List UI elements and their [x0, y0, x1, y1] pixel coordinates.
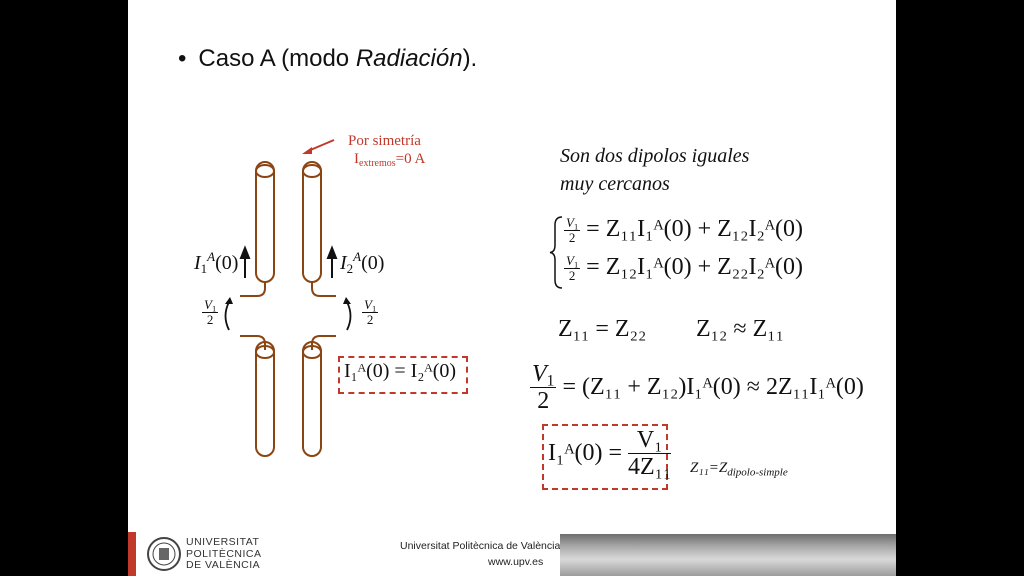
- university-seal-icon: [146, 536, 182, 572]
- title-italic: Radiación: [355, 45, 463, 72]
- impedance-eq2: Z₁₂ ≈ Z₁₁: [696, 316, 784, 342]
- statement-line2: muy cercanos: [560, 173, 670, 195]
- right-lower-arm: [303, 342, 321, 456]
- left-current-arrowhead: [241, 248, 249, 258]
- right-current-arrowhead: [328, 248, 336, 258]
- left-current-label: $I_1^A(0)$: [194, 249, 239, 276]
- symmetry-note-line1: Por simetría: [348, 133, 421, 149]
- university-logo-text: UNIVERSITAT POLITÈCNICA DE VALÈNCIA: [186, 536, 262, 571]
- left-upper-cap: [256, 165, 274, 177]
- left-voltage-label: $\frac{V_1}{2}$: [204, 297, 217, 327]
- system-brace: [548, 215, 564, 290]
- right-upper-arm: [303, 162, 321, 282]
- left-upper-arm: [256, 162, 274, 282]
- right-voltage-label: $\frac{V_1}{2}$: [364, 297, 377, 327]
- left-voltage-arrowhead: [225, 297, 233, 304]
- impedance-eq1: Z₁₁ = Z₂₂: [558, 316, 647, 342]
- footer-red-bar: [128, 532, 136, 576]
- footer-university-name: Universitat Politècnica de València: [400, 540, 561, 552]
- system-eq1: $\frac{V_1}{2}$ = Z₁₁I₁ᴬ(0) + Z₁₂I₂ᴬ(0): [566, 215, 803, 245]
- symmetry-note: [348, 132, 425, 168]
- title-prefix: Caso A (modo: [198, 45, 356, 72]
- left-lower-arm: [256, 342, 274, 456]
- result-eq: I₁ᴬ(0) = $\frac{\text{V₁}}{\text{4Z₁₁}}$: [548, 427, 672, 481]
- left-voltage-arc: [226, 302, 230, 330]
- left-upper-feed: [240, 282, 265, 296]
- footer: [128, 532, 896, 576]
- boxed-equality: I₁ᴬ(0) = I₂ᴬ(0): [344, 360, 457, 382]
- dipole-note: $Z_{11}=Z_{dipolo-simple}$: [690, 460, 788, 479]
- system-eq2: $\frac{V_1}{2}$ = Z₁₂I₁ᴬ(0) + Z₂₂I₂ᴬ(0): [566, 253, 803, 283]
- footer-url[interactable]: www.upv.es: [488, 556, 544, 568]
- right-upper-feed: [312, 282, 336, 296]
- bullet-dot: •: [178, 45, 187, 72]
- right-current-label: $I_2^A(0)$: [340, 249, 385, 276]
- symmetry-note-line2: $I_{extremos}=0$ A: [354, 151, 426, 169]
- right-voltage-arrowhead: [343, 297, 351, 304]
- title-suffix: ).: [462, 45, 478, 72]
- symmetry-pointer: [298, 138, 338, 158]
- slide: [128, 0, 896, 576]
- footer-seal-photo: [560, 534, 896, 576]
- statement-line1: Son dos dipolos iguales: [560, 145, 750, 167]
- right-voltage-arc: [347, 302, 351, 330]
- slide-title: [178, 45, 477, 73]
- combined-eq: $\frac{V_1}{2}$ = (Z₁₁ + Z₁₂)I₁ᴬ(0) ≈ 2Z₁₁I₁ᴬ(0): [532, 361, 864, 415]
- right-upper-cap: [303, 165, 321, 177]
